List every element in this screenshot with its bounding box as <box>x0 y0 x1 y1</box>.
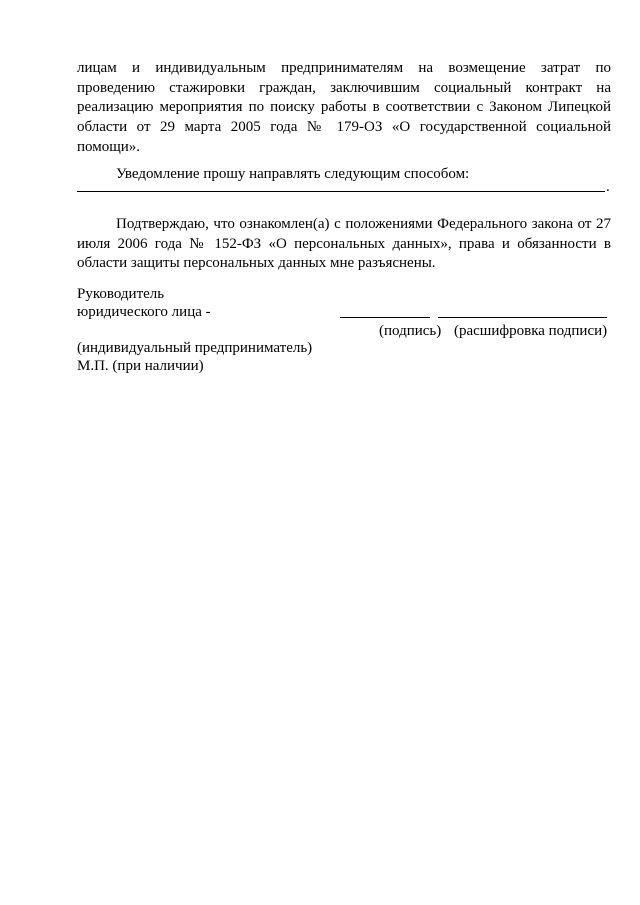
paragraph-line: реализацию мероприятия по поиску работы в соответствии с Законом Липецкой <box>77 99 611 116</box>
paragraph-line: области защиты персональных данных мне разъяснены. <box>77 255 436 272</box>
notification-text: Уведомление прошу направлять следующим способом: <box>116 166 470 182</box>
signature-decode-caption: (расшифровка подписи) <box>454 323 608 339</box>
paragraph-line: помощи». <box>77 138 141 155</box>
paragraph-line: проведению стажировки граждан, заключившим социальный контракт на <box>77 79 611 96</box>
notification-fill-line <box>77 191 605 192</box>
paragraph-notification <box>77 165 611 185</box>
signature-role-line1: Руководитель <box>77 286 165 302</box>
paragraph-consent <box>77 215 611 274</box>
stamp-note: М.П. (при наличии) <box>77 358 204 374</box>
signature-role-line3: (индивидуальный предприниматель) <box>77 340 313 356</box>
paragraph-line: Подтверждаю, что ознакомлен(а) с положениями Федерального закона от 27 <box>116 216 611 232</box>
signature-role-line2: юридического лица - <box>77 304 211 320</box>
notification-line-end: . <box>606 179 610 195</box>
paragraph-line: лицам и индивидуальным предпринимателям на возмещение затрат по <box>77 60 611 76</box>
signature-caption: (подпись) <box>379 323 442 339</box>
signature-decode-fill-line <box>438 317 607 318</box>
signature-fill-line <box>340 317 430 318</box>
paragraph-line: июля 2006 года № 152-ФЗ «О персональных данных», права и обязанности в <box>77 235 611 252</box>
paragraph-reimbursement <box>77 59 611 158</box>
paragraph-line: области от 29 марта 2005 года № 179-ОЗ «О государственной социальной <box>77 119 611 136</box>
